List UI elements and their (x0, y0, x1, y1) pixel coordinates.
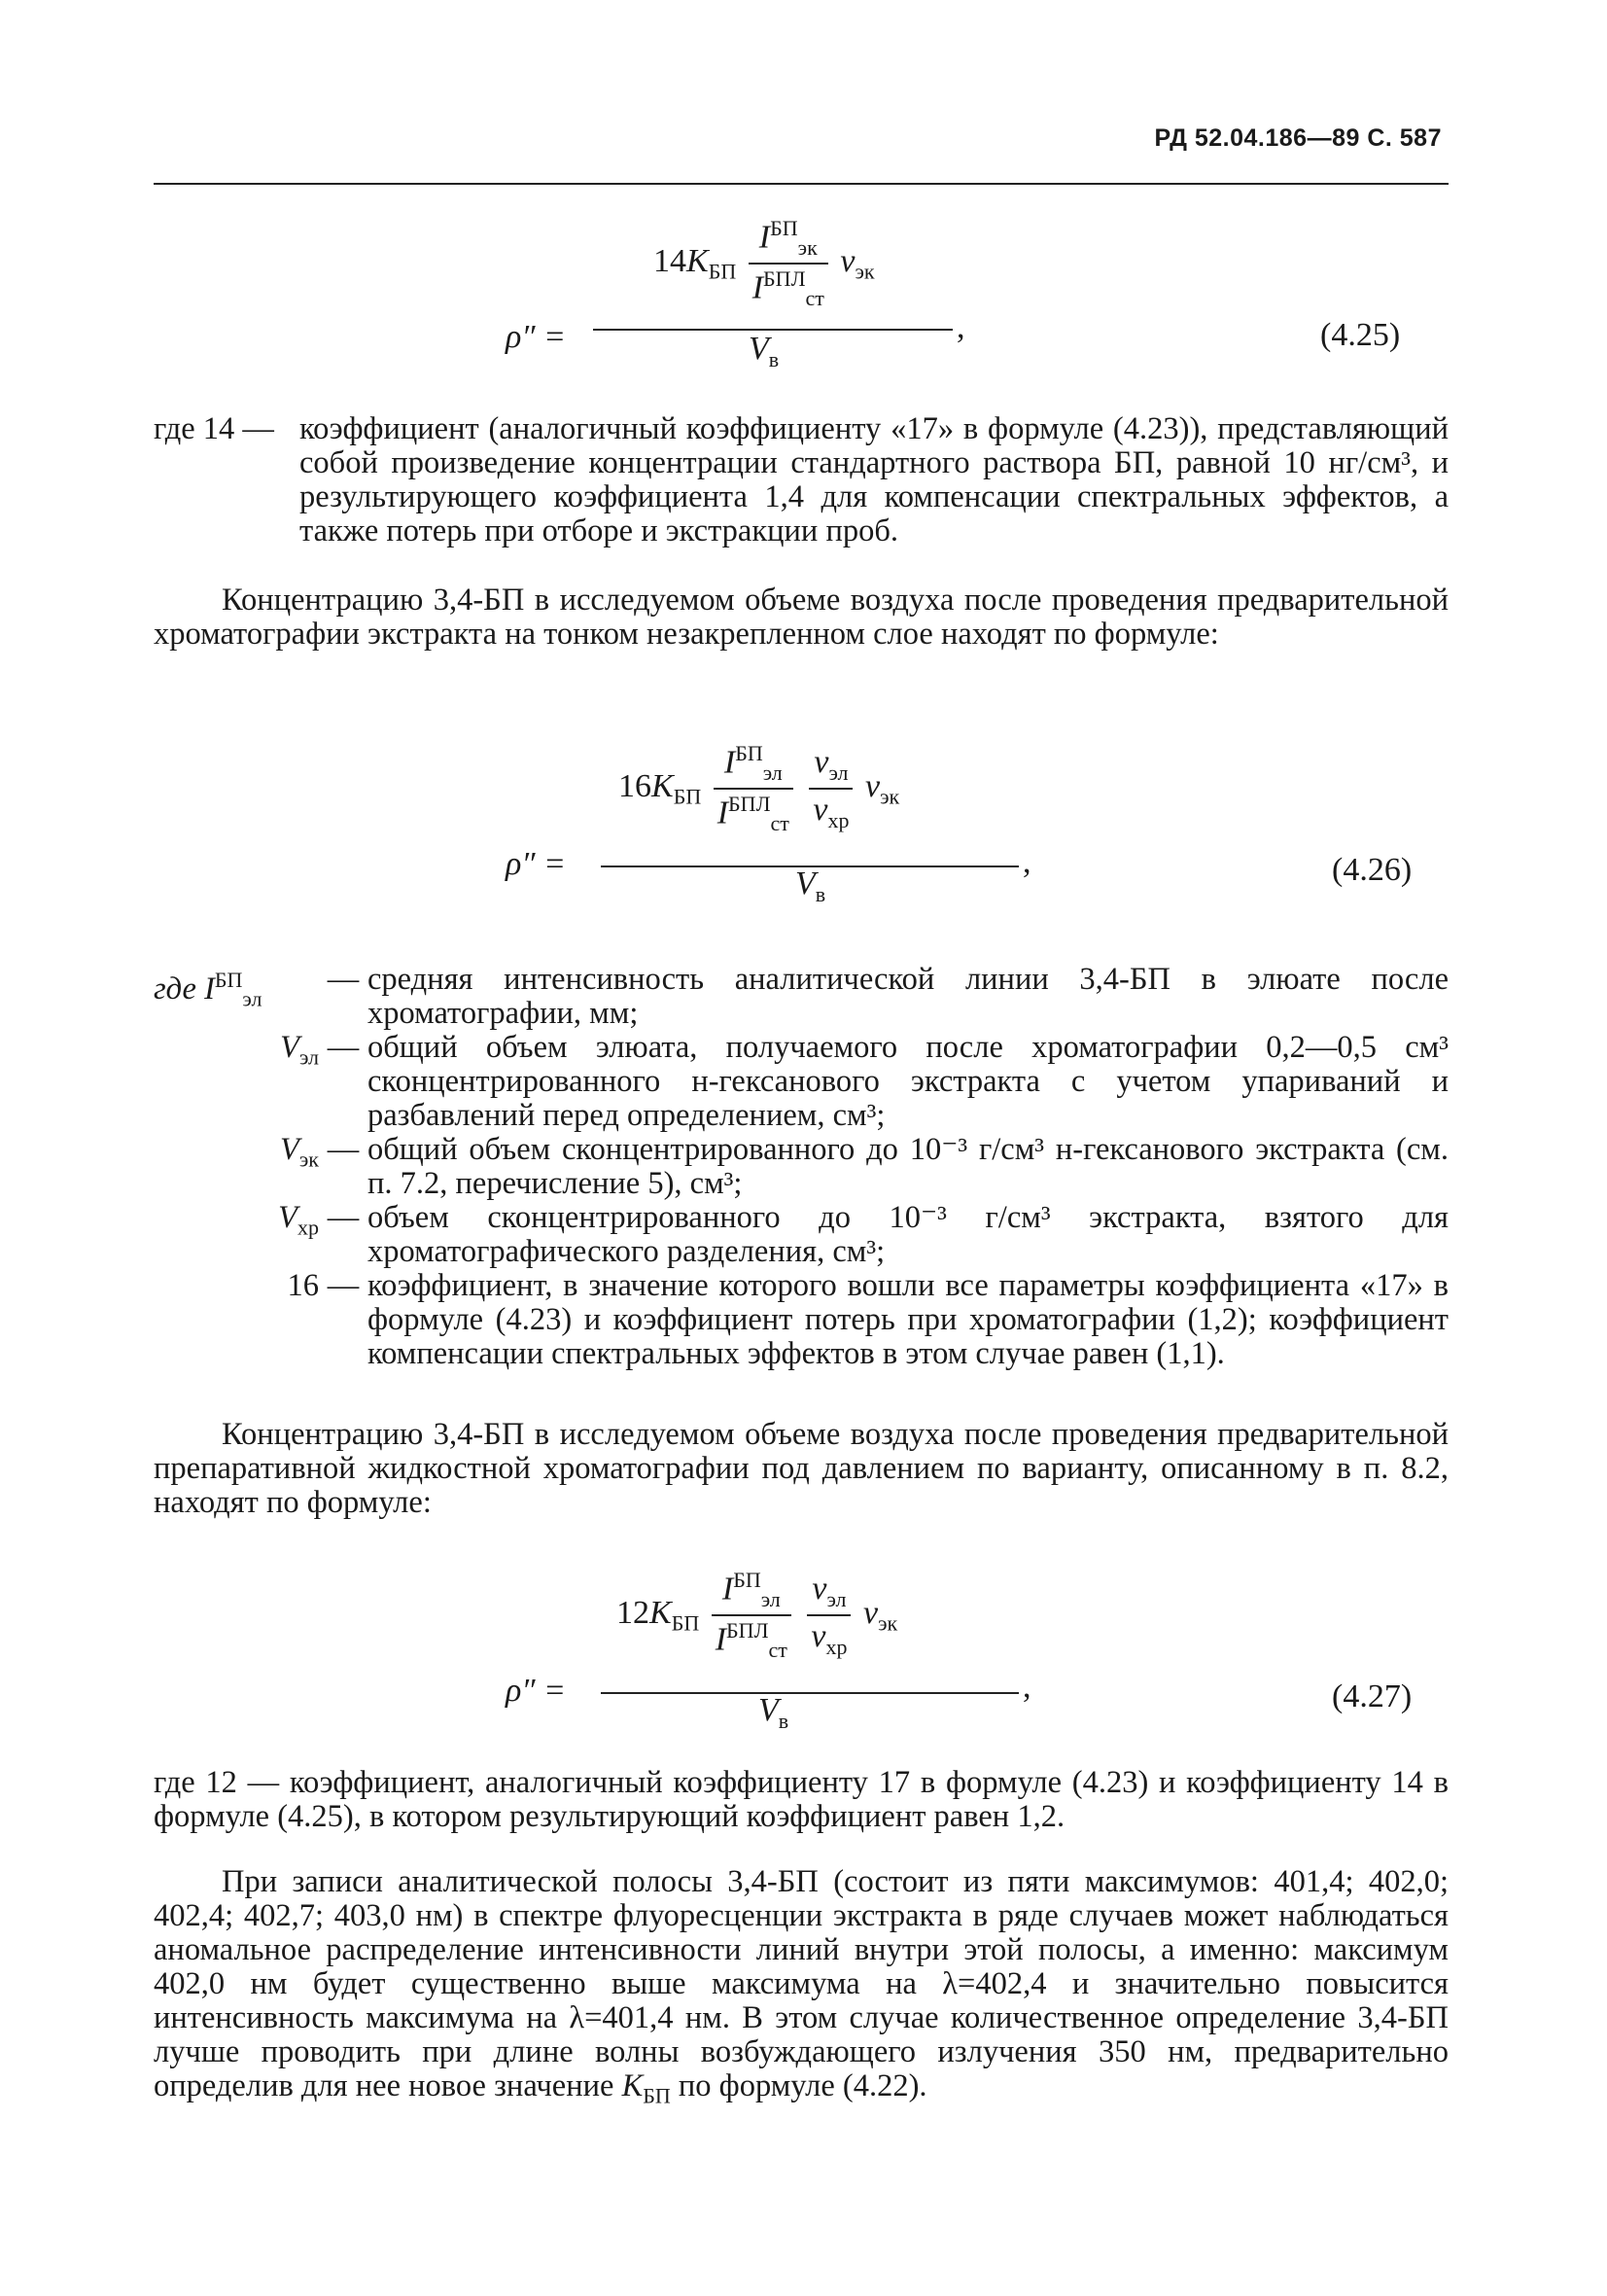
equation-denominator: $V_в$ (758, 1692, 789, 1733)
definition-lead: где 14 — (154, 411, 274, 446)
equation-denominator: $V_в$ (795, 865, 826, 906)
equation-number: (4.27) (1332, 1678, 1413, 1714)
intensity-ratio: $\frac{I^{БП}_{эл}}{I^{БПЛ}_{ст}}$ (712, 1568, 791, 1663)
header-rule (154, 183, 1449, 185)
definition-symbol: $V_{эк}$ (280, 1132, 319, 1172)
definition-text: коэффициент, в значение которого вошли все параметры коэффициента «17» в формуле (4.23) и коэффициент потерь при хроматографии (1,2); коэффициент компенсации спектральных эффектов в этом случае равен (1,1). (367, 1268, 1449, 1371)
definition-symbol: $V_{эл}$ (280, 1030, 319, 1070)
equation-numerator: $12K_{БП}$ $\frac{I^{БП}_{эл}}{I^{БПЛ}_{ст}}$ $\frac{v_{эл}}{v_{хр}}$ $v_{эк}$ (616, 1568, 898, 1663)
definition-text: общий объем сконцентрированного до 10⁻³ г/см³ н-гексанового экстракта (см. п. 7.2, перечисление 5), см³; (367, 1132, 1449, 1201)
definition-row: $V_{хр}$ — объем сконцентрированного до 10⁻³ г/см³ экстракта, взятого для хроматографического разделения, см³; (154, 1201, 1449, 1269)
definition-row: 16 — коэффициент, в значение которого вошли все параметры коэффициента «17» в формуле (4.23) и коэффициент потерь при хроматографии (1,2); коэффициент компенсации спектральных эффектов в этом случае равен (1,1). (154, 1269, 1449, 1371)
equation-comma: , (957, 309, 965, 345)
volume-ratio: $\frac{v_{эл}}{v_{хр}}$ (809, 744, 853, 833)
coefficient-14-definition (154, 412, 1449, 548)
definition-text: средняя интенсивность аналитической линии 3,4-БП в элюате после хроматографии, мм; (367, 962, 1449, 1031)
paragraph-intro-4-27: Концентрацию 3,4-БП в исследуемом объеме воздуха после проведения предварительной препаративной жидкостной хроматографии под давлением по варианту, описанному в п. 8.2, находят по формуле: (154, 1417, 1449, 1520)
equation-number: (4.25) (1320, 317, 1401, 353)
equation-number: (4.26) (1332, 852, 1413, 888)
running-header: РД 52.04.186—89 С. 587 (1154, 124, 1442, 152)
paragraph-anomaly-note: При записи аналитической полосы 3,4-БП (состоит из пяти максимумов: 401,4; 402,0; 402,4; 402,7; 403,0 нм) в спектре флуоресценции экстракта в ряде случаев может наблюдаться аномальное распределение интенсивности линий внутри этой полосы, а именно: максимум 402,0 нм будет существенно выше максимума на λ=402,4 и значительно повысится интенсивность максимума на λ=401,4 нм. В этом случае количественное определение 3,4-БП лучше проводить при длине волны возбуждающего излучения 350 нм, предварительно определив для нее новое значение $K_{БП}$ по формуле (4.22). (154, 1864, 1449, 2108)
definition-symbol: $V_{хр}$ (278, 1200, 319, 1240)
equation-comma: , (1023, 844, 1031, 880)
definition-text: общий объем элюата, получаемого после хроматографии 0,2—0,5 см³ сконцентрированного н-гексанового экстракта с учетом упариваний и разбавлений перед определением, см³; (367, 1030, 1449, 1133)
volume-ratio: $\frac{v_{эл}}{v_{хр}}$ (807, 1571, 851, 1660)
definition-row: где $I^{БП}_{эл}$ — средняя интенсивность аналитической линии 3,4-БП в элюате после хроматографии, мм; (154, 962, 1449, 1031)
definition-symbol: где $I^{БП}_{эл}$ (154, 968, 262, 1011)
definition-symbol: 16 (287, 1268, 319, 1303)
equation-numerator: $14K_{БП}$ $\frac{I^{БП}_{эк}}{I^{БПЛ}_{ст}}$ $v_{эк}$ (653, 216, 875, 311)
definition-row: $V_{эл}$ — общий объем элюата, получаемого после хроматографии 0,2—0,5 см³ сконцентрированного н-гексанового экстракта с учетом упариваний и разбавлений перед определением, см³; (154, 1031, 1449, 1133)
intensity-ratio: $\frac{I^{БП}_{эл}}{I^{БПЛ}_{ст}}$ (714, 741, 793, 836)
equation-numerator: $16K_{БП}$ $\frac{I^{БП}_{эл}}{I^{БПЛ}_{ст}}$ $\frac{v_{эл}}{v_{хр}}$ $v_{эк}$ (618, 741, 900, 836)
intensity-ratio: $\frac{I^{БП}_{эк}}{I^{БПЛ}_{ст}}$ (749, 216, 828, 311)
symbol-definitions (154, 963, 1449, 1371)
equation-lhs: ρ″ = (506, 846, 566, 882)
definition-text: коэффициент (аналогичный коэффициенту «17» в формуле (4.23)), представляющий собой произведение концентрации стандартного раствора БП, равной 10 нг/см³, и результирующего коэффициента 1,4 для компенсации спектральных эффектов, а также потерь при отборе и экстракции проб. (299, 411, 1449, 548)
equation-lhs: ρ″ = (506, 319, 566, 355)
fraction-bar (601, 1692, 1019, 1694)
definition-text: объем сконцентрированного до 10⁻³ г/см³ экстракта, взятого для хроматографического разделения, см³; (367, 1200, 1449, 1269)
equation-lhs: ρ″ = (506, 1673, 566, 1709)
coefficient-12-definition: где 12 — коэффициент, аналогичный коэффициенту 17 в формуле (4.23) и коэффициенту 14 в формуле (4.25), в котором результирующий коэффициент равен 1,2. (154, 1765, 1449, 1834)
paragraph-intro-4-26: Концентрацию 3,4-БП в исследуемом объеме воздуха после проведения предварительной хроматографии экстракта на тонком незакрепленном слое находят по формуле: (154, 583, 1449, 652)
equation-comma: , (1023, 1669, 1031, 1705)
equation-denominator: $V_в$ (749, 331, 780, 371)
definition-row: $V_{эк}$ — общий объем сконцентрированного до 10⁻³ г/см³ н-гексанового экстракта (см. п. 7.2, перечисление 5), см³; (154, 1133, 1449, 1201)
